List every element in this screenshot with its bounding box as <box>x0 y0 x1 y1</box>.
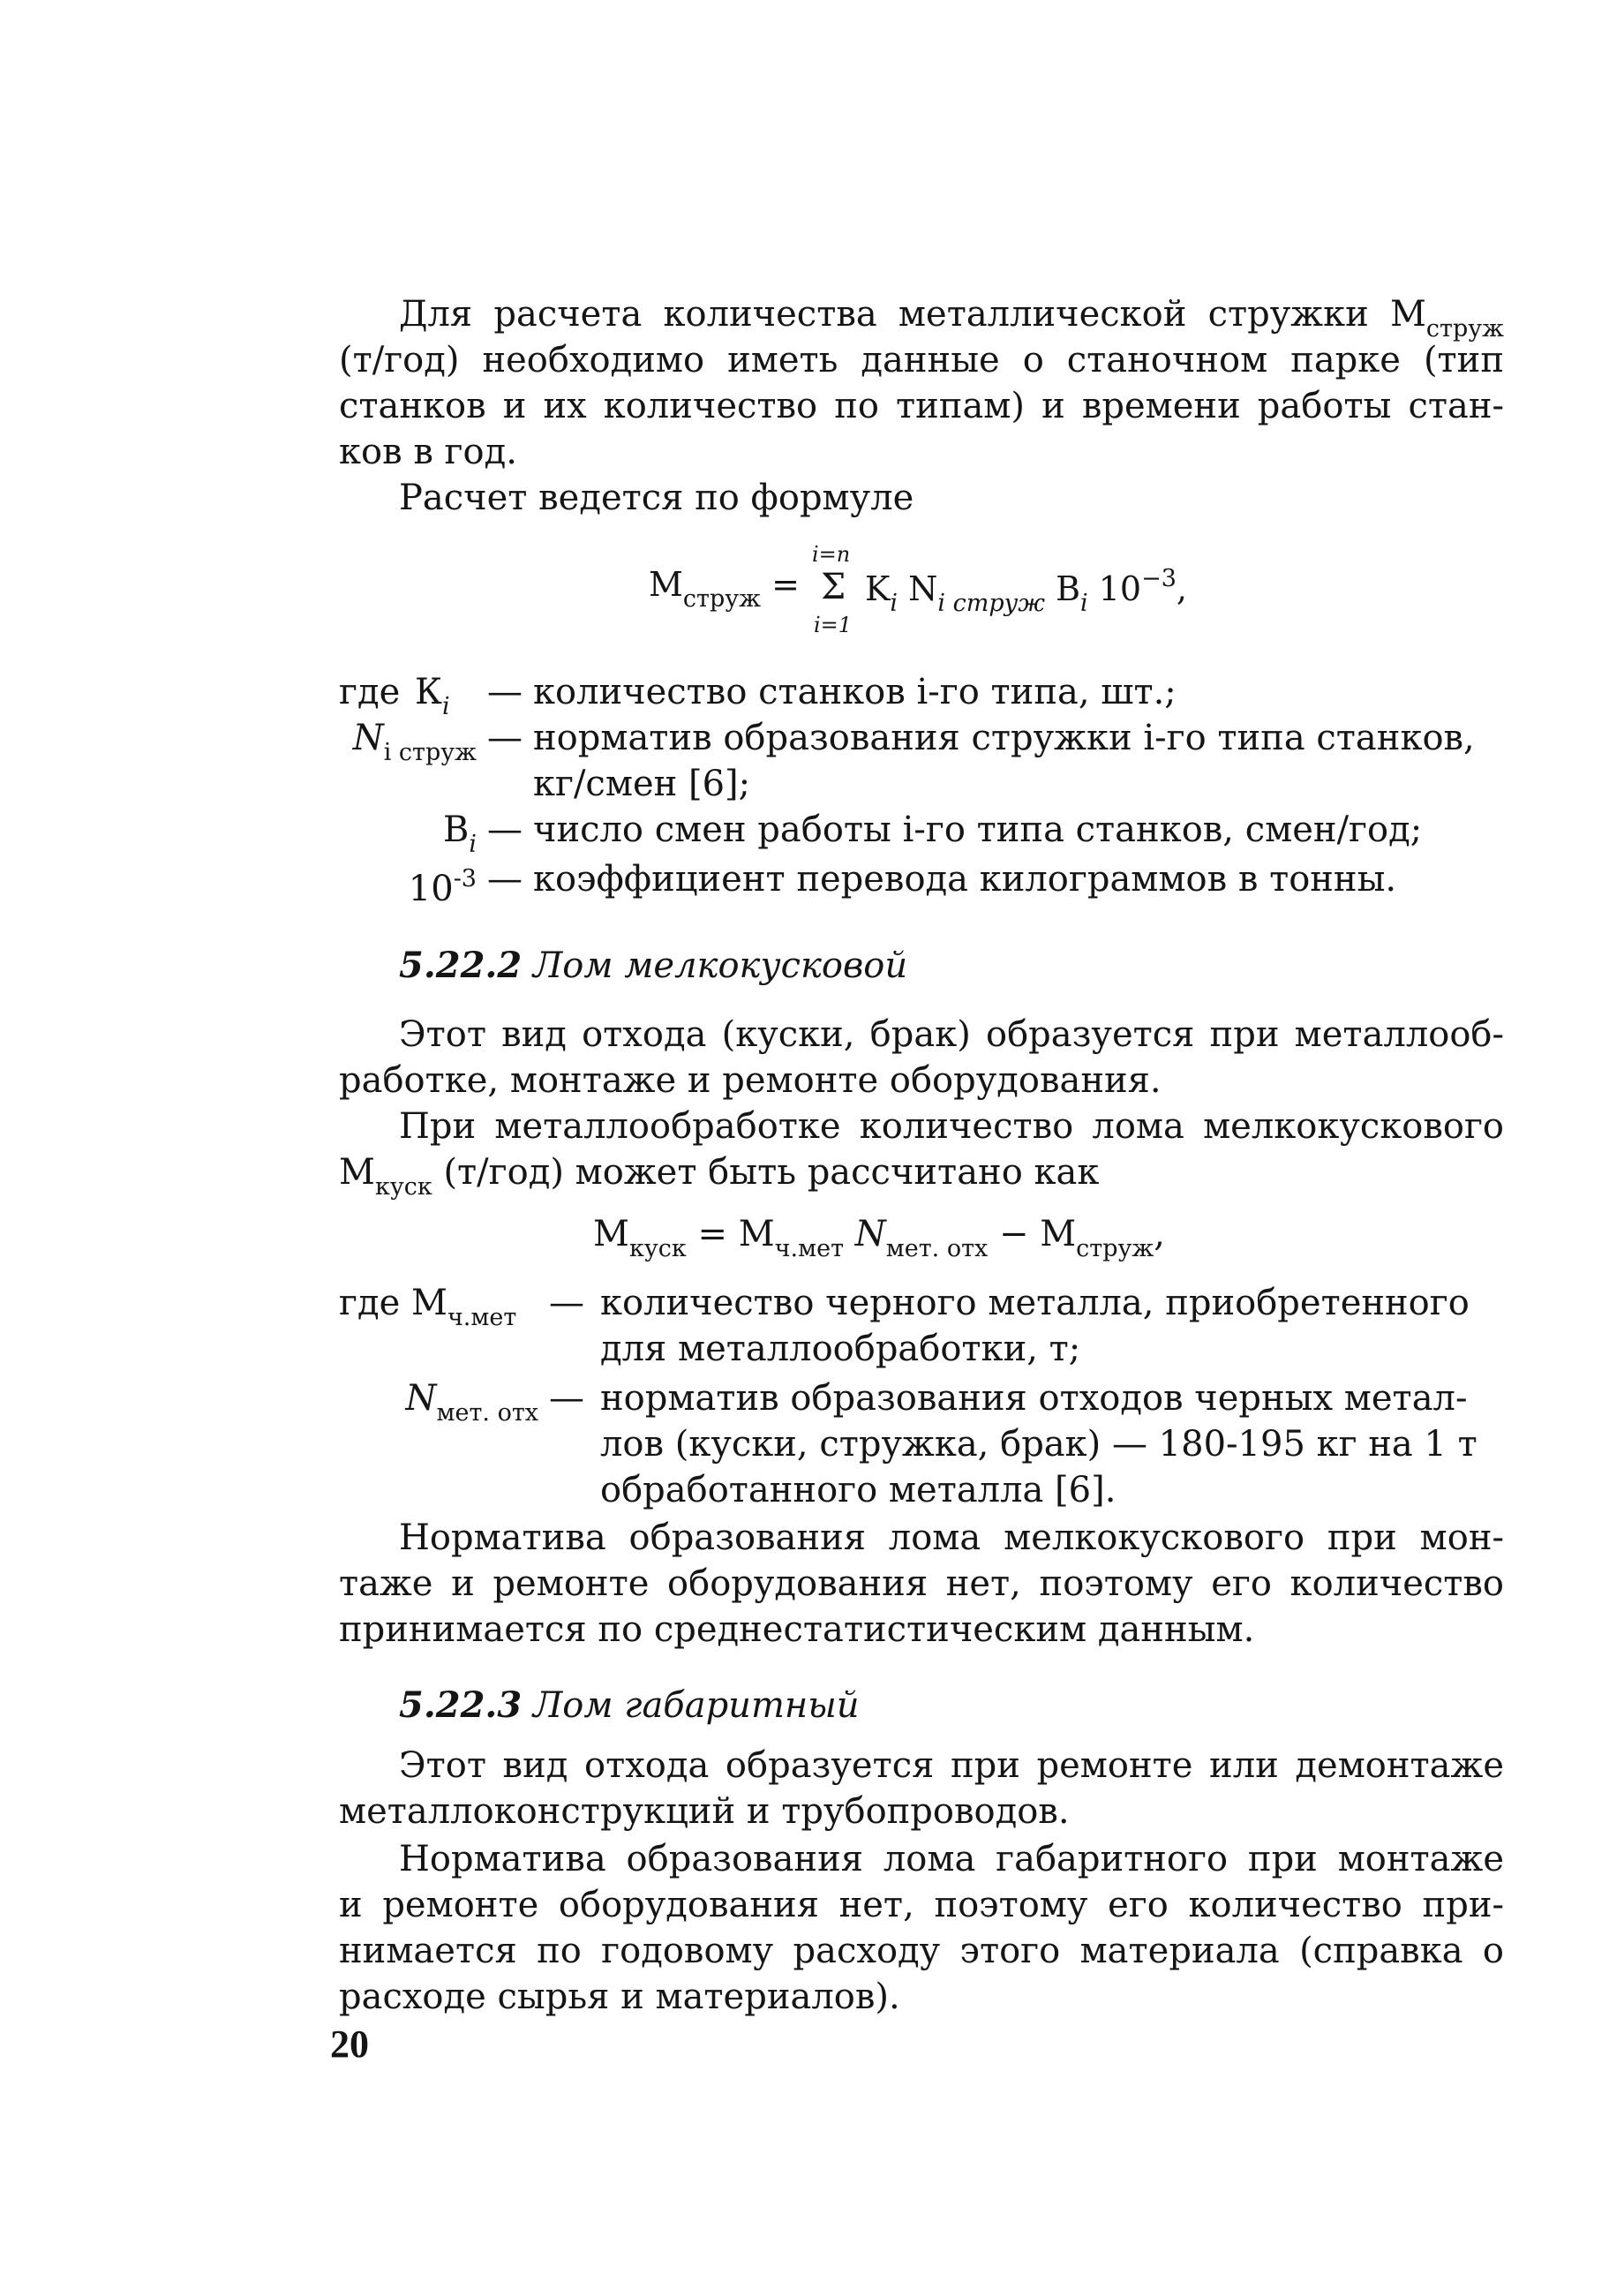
para6-line1: Этот вид отхода образуется при ремонте или демонтаже <box>399 1745 1504 1786</box>
page-number: 20 <box>330 2022 369 2066</box>
where1-dash: — <box>487 810 523 850</box>
where1-def-b: число смен работы i-го типа станков, смен/год; <box>533 810 1423 850</box>
para4-line2: $М_{куск}$ (т/год) может быть рассчитано как <box>339 1152 1100 1201</box>
where1-term-n: $N_{i струж}$ <box>352 718 477 766</box>
where1-dash: — <box>487 859 523 900</box>
where1-term-k: $К_i$ <box>415 672 450 720</box>
where2-term-n: $N_{мет. отх}$ <box>405 1378 538 1427</box>
where2-def-n: норматив образования отходов черных метал- <box>600 1378 1468 1419</box>
para5-line1: Норматива образования лома мелкокускового при мон- <box>399 1518 1504 1558</box>
where2-intro: где $М_{ч.мет}$ <box>339 1283 517 1331</box>
sum-upper-limit: i=n <box>812 542 851 567</box>
where2-def-n-cont: лов (куски, стружка, брак) — 180-195 кг на 1 т <box>600 1424 1477 1465</box>
para1-line2: (т/год) необходимо иметь данные о станочном парке (тип <box>339 340 1504 380</box>
section-heading-5-22-2: 5.22.2 Лом мелкокусковой <box>399 945 908 986</box>
where1-def-n: норматив образования стружки i-го типа станков, <box>533 718 1475 758</box>
where2-dash: — <box>549 1378 584 1419</box>
para5-line2: таже и ремонте оборудования нет, поэтому его количество <box>339 1563 1504 1604</box>
where1-dash: — <box>487 672 523 712</box>
where1-intro: где <box>339 672 401 712</box>
para7-line1: Норматива образования лома габаритного при монтаже <box>399 1839 1504 1879</box>
where2-def-m: количество черного металла, приобретенного <box>600 1283 1470 1323</box>
where1-term-b: $В_i$ <box>442 810 477 858</box>
where1-def-coef: коэффициент перевода килограммов в тонны. <box>533 859 1397 900</box>
para4-line1: При металлообработке количество лома мелкокускового <box>399 1106 1504 1147</box>
formula-lom-kusk: $М_{куск} = М_{ч.мет}$ $N_{мет. отх} - М_{струж}$, <box>593 1214 1165 1262</box>
where1-def-n-cont: кг/смен [6]; <box>533 764 751 804</box>
sum-lower-limit: i=1 <box>814 613 853 637</box>
formula-lhs: $М_{струж}$ = <box>649 565 800 613</box>
para3-line1: Этот вид отхода (куски, брак) образуется при металлооб- <box>399 1014 1504 1055</box>
where1-dash: — <box>487 718 523 758</box>
para1-line3: станков и их количество по типам) и времени работы стан- <box>339 386 1504 426</box>
section-heading-5-22-3: 5.22.3 Лом габаритный <box>399 1684 860 1726</box>
para5-line3: принимается по среднестатистическим данным. <box>339 1609 1255 1650</box>
para7-line4: расходе сырья и материалов). <box>339 1977 900 2017</box>
para7-line3: нимается по годовому расходу этого материала (справка о <box>339 1931 1504 1971</box>
where1-def-k: количество станков i-го типа, шт.; <box>533 672 1177 712</box>
para7-line2: и ремонте оборудования нет, поэтому его количество при- <box>339 1885 1504 1925</box>
formula-rhs: $K_i$ $N_{i струж}$ $B_i$ $10^{-3}$, <box>865 565 1187 617</box>
para2: Расчет ведется по формуле <box>399 478 914 518</box>
para1-line1: Для расчета количества металлической стружки $М_{струж}$ <box>399 294 1504 343</box>
para3-line2: работке, монтаже и ремонте оборудования. <box>339 1060 1162 1101</box>
where1-term-coef: $10^{-3}$ <box>408 865 477 909</box>
sum-symbol: Σ <box>821 567 846 607</box>
para6-line2: металлоконструкций и трубопроводов. <box>339 1791 1070 1832</box>
where2-def-m-cont: для металлообработки, т; <box>600 1329 1081 1369</box>
where2-dash: — <box>549 1283 584 1323</box>
where2-def-n-cont2: обработанного металла [6]. <box>600 1470 1116 1510</box>
para1-line4: ков в год. <box>339 432 517 472</box>
